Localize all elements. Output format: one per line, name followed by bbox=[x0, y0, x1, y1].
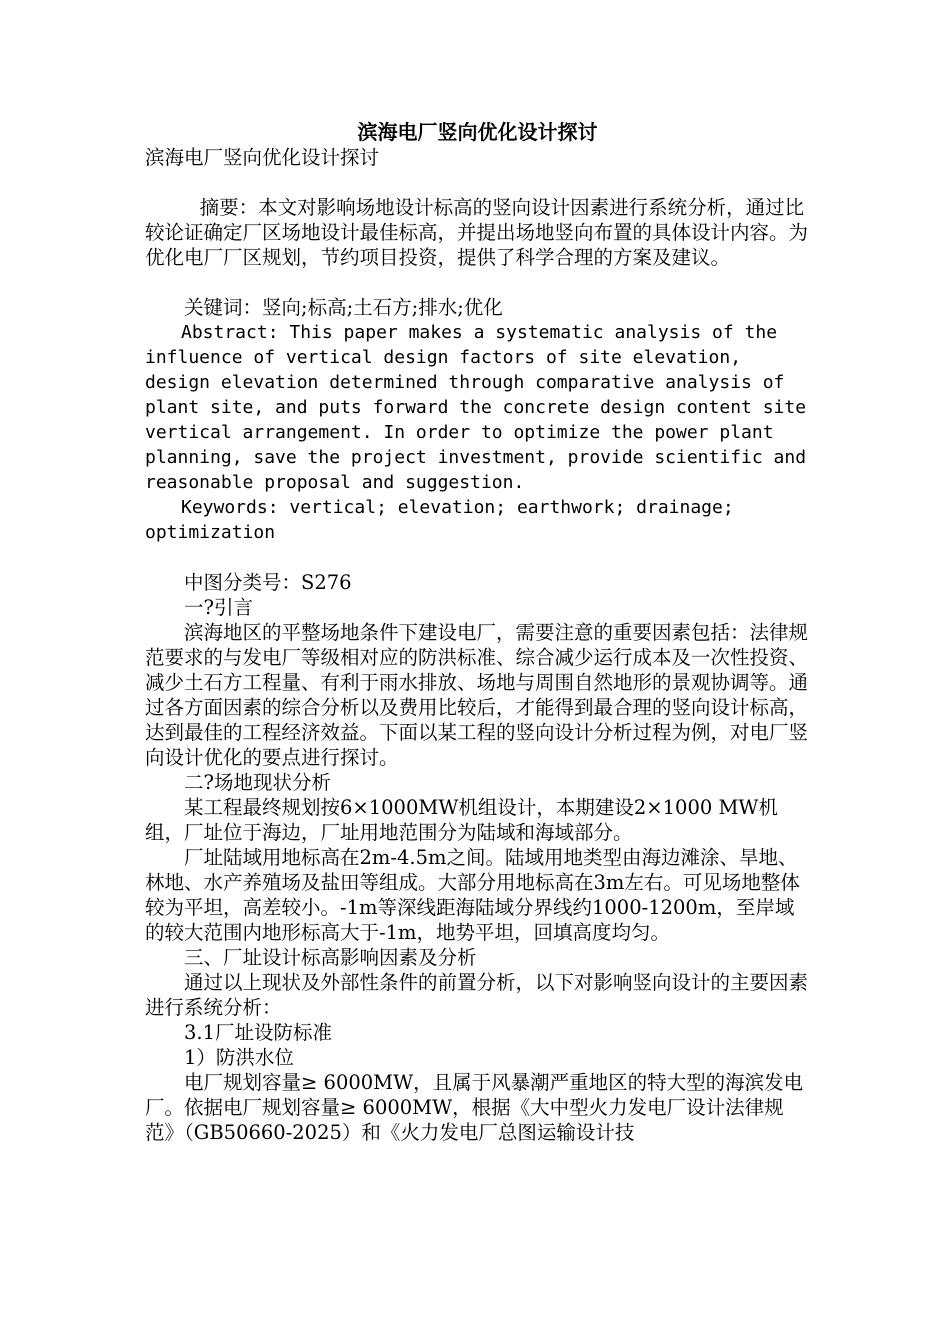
abstract-en: Abstract: This paper makes a systematic analysis of the influence of vertical design factors of site elevation, design elevation determined through comparative analysis of plant site, and puts forward the concrete design content site vertical arrangement. In order to optimize the power plant planning, save the project investment, provide scientific and reasonable proposal and suggestion. bbox=[145, 322, 807, 493]
document-subtitle: 滨海电厂竖向优化设计探讨 bbox=[145, 146, 380, 169]
spacer bbox=[145, 545, 810, 570]
section-2-heading: 二?场地现状分析 bbox=[184, 771, 331, 794]
spacer bbox=[145, 170, 810, 195]
section-3-1-1-paragraph: 电厂规划容量≥ 6000MW，且属于风暴潮严重地区的特大型的海滨发电厂。依据电厂规划容量≥ 6000MW，根据《大中型火力发电厂设计法律规范》（GB50660-2025）和《火力发电厂总图运输设计技 bbox=[145, 1071, 804, 1144]
section-1-heading: 一?引言 bbox=[184, 596, 253, 619]
section-3-heading: 三、厂址设计标高影响因素及分析 bbox=[184, 946, 477, 969]
document-title: 滨海电厂竖向优化设计探讨 bbox=[357, 120, 598, 144]
section-1-paragraph: 滨海地区的平整场地条件下建设电厂，需要注意的重要因素包括：法律规范要求的与发电厂等级相对应的防洪标准、综合减少运行成本及一次性投资、减少土石方工程量、有利于雨水排放、场地与周围自然地形的景观协调等。通过各方面因素的综合分析以及费用比较后，才能得到最合理的竖向设计标高，达到最佳的工程经济效益。下面以某工程的竖向设计分析过程为例，对电厂竖向设计优化的要点进行探讨。 bbox=[145, 621, 809, 769]
section-3-1-1-heading: 1）防洪水位 bbox=[184, 1046, 294, 1069]
keywords-en: Keywords: vertical; elevation; earthwork; drainage; optimization bbox=[145, 497, 734, 543]
section-2-paragraph-2: 厂址陆域用地标高在2m-4.5m之间。陆域用地类型由海边滩涂、旱地、林地、水产养殖场及盐田等组成。大部分用地标高在3m左右。可见场地整体较为平坦，高差较小。-1m等深线距海陆域分界线约1000-1200m，至岸域的较大范围内地形标高大于-1m，地势平坦，回填高度均匀。 bbox=[145, 846, 800, 944]
section-3-paragraph: 通过以上现状及外部性条件的前置分析，以下对影响竖向设计的主要因素进行系统分析： bbox=[145, 971, 809, 1019]
spacer bbox=[145, 270, 810, 295]
section-3-1-heading: 3.1厂址设防标准 bbox=[184, 1021, 333, 1044]
abstract-cn: 摘要：本文对影响场地设计标高的竖向设计因素进行系统分析，通过比较论证确定厂区场地设计最佳标高，并提出场地竖向布置的具体设计内容。为优化电厂厂区规划，节约项目投资，提供了科学合理的方案及建议。 bbox=[145, 196, 809, 269]
document-page bbox=[145, 120, 810, 1145]
section-2-paragraph-1: 某工程最终规划按6×1000MW机组设计，本期建设2×1000 MW机组，厂址位于海边，厂址用地范围分为陆域和海域部分。 bbox=[145, 796, 778, 844]
keywords-cn: 关键词：竖向;标高;土石方;排水;优化 bbox=[184, 296, 503, 319]
clc-number: 中图分类号：S276 bbox=[184, 571, 352, 594]
